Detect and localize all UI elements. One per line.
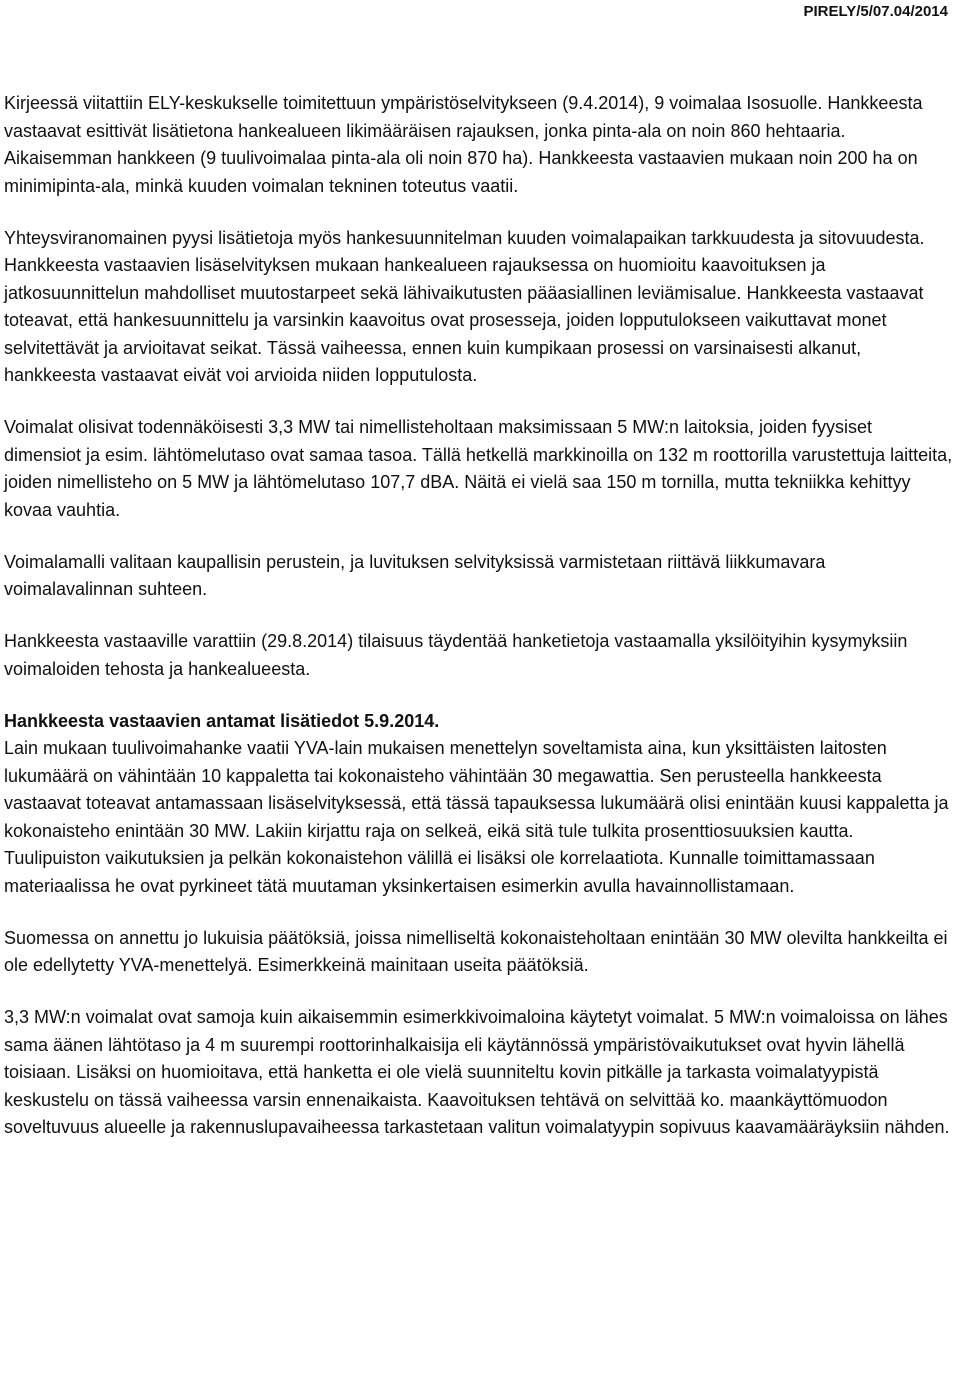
section-heading: Hankkeesta vastaavien antamat lisätiedot 5.9.2014.: [4, 710, 440, 731]
sentence: 5 MW:n voimaloissa on lähes sama äänen lähtötaso ja 4 m suurempi roottorinhalkaisija eli käytännössä ympäristövaikutukset ovat hyvin lähellä toisiaan.: [4, 1007, 948, 1082]
sentence: Näitä ei vielä saa 150 m tornilla, mutta tekniikka kehittyy kovaa vauhtia.: [4, 472, 911, 520]
paragraph-site-accuracy: [4, 225, 954, 390]
paragraph-opportunity: [4, 628, 954, 683]
sentence: Hankkeesta vastaaville varattiin (29.8.2014) tilaisuus täydentää hanketietoja vastaamalla yksilöityihin kysymyksiin voimaloiden tehosta ja hankealueesta.: [4, 631, 908, 679]
sentence: Kaavoituksen tehtävä on selvittää ko. maankäyttömuodon soveltuvuus alueelle ja rakennuslupavaiheessa tarkastetaan valitun voimalatyypin sopivuus kaavamääräyksiin nähden.: [4, 1089, 950, 1137]
document-body: [4, 90, 954, 1142]
sentence: Aikaisemman hankkeen (9 tuulivoimalaa pinta-ala oli noin 870 ha).: [4, 148, 534, 168]
sentence: Tällä hetkellä markkinoilla on 132 m roottorilla varustettuja laitteita, joiden nimellisteho on 5 MW ja lähtömelutaso 107,7 dBA.: [4, 444, 953, 492]
paragraph-previous-decisions: [4, 925, 954, 980]
sentence: Voimalat olisivat todennäköisesti 3,3 MW tai nimellisteholtaan maksimissaan 5 MW:n laitoksia, joiden fyysiset dimensiot ja esim. lähtömelutaso ovat samaa tasoa.: [4, 417, 873, 465]
sentence: Kirjeessä viitattiin ELY-keskukselle toimitettuun ympäristöselvitykseen (9.4.2014), 9 voimalaa Isosuolle.: [4, 93, 823, 113]
sentence: Tuulipuiston vaikutuksien ja pelkän kokonaistehon välillä ei lisäksi ole korrelaatiota.: [4, 848, 664, 868]
paragraph-area-description: [4, 90, 954, 200]
paragraph-turbine-comparison: [4, 1004, 954, 1142]
sentence: Yhteysviranomainen pyysi lisätietoja myös hankesuunnitelman kuuden voimalapaikan tarkkuudesta ja sitovuudesta.: [4, 227, 925, 248]
sentence: Hankkeesta vastaavien mukaan noin 200 ha on minimipinta-ala, minkä kuuden voimalan tekninen toteutus vaatii.: [4, 148, 918, 196]
sentence: 3,3 MW:n voimalat ovat samoja kuin aikaisemmin esimerkkivoimaloina käytetyt voimalat.: [4, 1007, 709, 1027]
paragraph-turbine-specs: [4, 414, 954, 524]
sentence: Sen perusteella hankkeesta vastaavat toteavat antamassaan lisäselvityksessä, että tässä tapauksessa lukumäärä olisi enintään kuusi kappaletta ja kokonaisteho enintään 30 MW.: [4, 765, 949, 841]
sentence: Hankkeesta vastaavien lisäselvityksen mukaan hankealueen rajauksessa on huomioitu kaavoituksen ja jatkosuunnittelun mahdolliset muutostarpeet sekä lähivaikutusten pääasiallinen leviämisalue.: [4, 255, 826, 303]
sentence: Lain mukaan tuulivoimahanke vaatii YVA-lain mukaisen menettelyn soveltamista aina, kun yksittäisten laitosten lukumäärä on vähintään 10 kappaletta tai kokonaisteho vähintään 30 megawattia.: [4, 738, 887, 786]
sentence: Esimerkkeinä mainitaan useita päätöksiä.: [257, 955, 589, 975]
paragraph-model-selection: [4, 549, 954, 604]
paragraph-law-requirements: [4, 735, 954, 900]
sentence: Voimalamalli valitaan kaupallisin perustein, ja luvituksen selvityksissä varmistetaan riittävä liikkumavara voimalavalinnan suhteen.: [4, 551, 826, 599]
sentence: Suomessa on annettu jo lukuisia päätöksiä, joissa nimelliseltä kokonaisteholtaan enintään 30 MW olevilta hankkeilta ei ole edellytetty YVA-menettelyä.: [4, 927, 948, 975]
sentence: Hankkeesta vastaavat toteavat, että hankesuunnittelu ja varsinkin kaavoitus ovat prosesseja, joiden lopputulokseen vaikuttavat monet selvitettävät ja arvioitavat seikat.: [4, 282, 924, 358]
document-reference-number: PIRELY/5/07.04/2014: [803, 3, 948, 20]
sentence: Lisäksi on huomioitava, että hanketta ei ole vielä suunniteltu kovin pitkälle ja tarkasta voimalatyypistä keskustelu on tässä vaiheessa varsin ennenaikaista.: [4, 1062, 879, 1110]
sentence: Lakiin kirjattu raja on selkeä, eikä sitä tule tulkita prosenttiosuuksien kautta.: [255, 820, 854, 841]
sentence: Tässä vaiheessa, ennen kuin kumpikaan prosessi on varsinaisesti alkanut, hankkeesta vastaavat eivät voi arvioida niiden lopputulosta.: [4, 337, 862, 385]
sentence: Kunnalle toimittamassaan materiaalissa he ovat pyrkineet tätä muutaman yksinkertaisen esimerkin avulla havainnollistamaan.: [4, 848, 875, 896]
sentence: Hankkeesta vastaavat esittivät lisätietona hankealueen likimääräisen rajauksen, jonka pinta-ala on noin 860 hehtaaria.: [4, 93, 923, 141]
